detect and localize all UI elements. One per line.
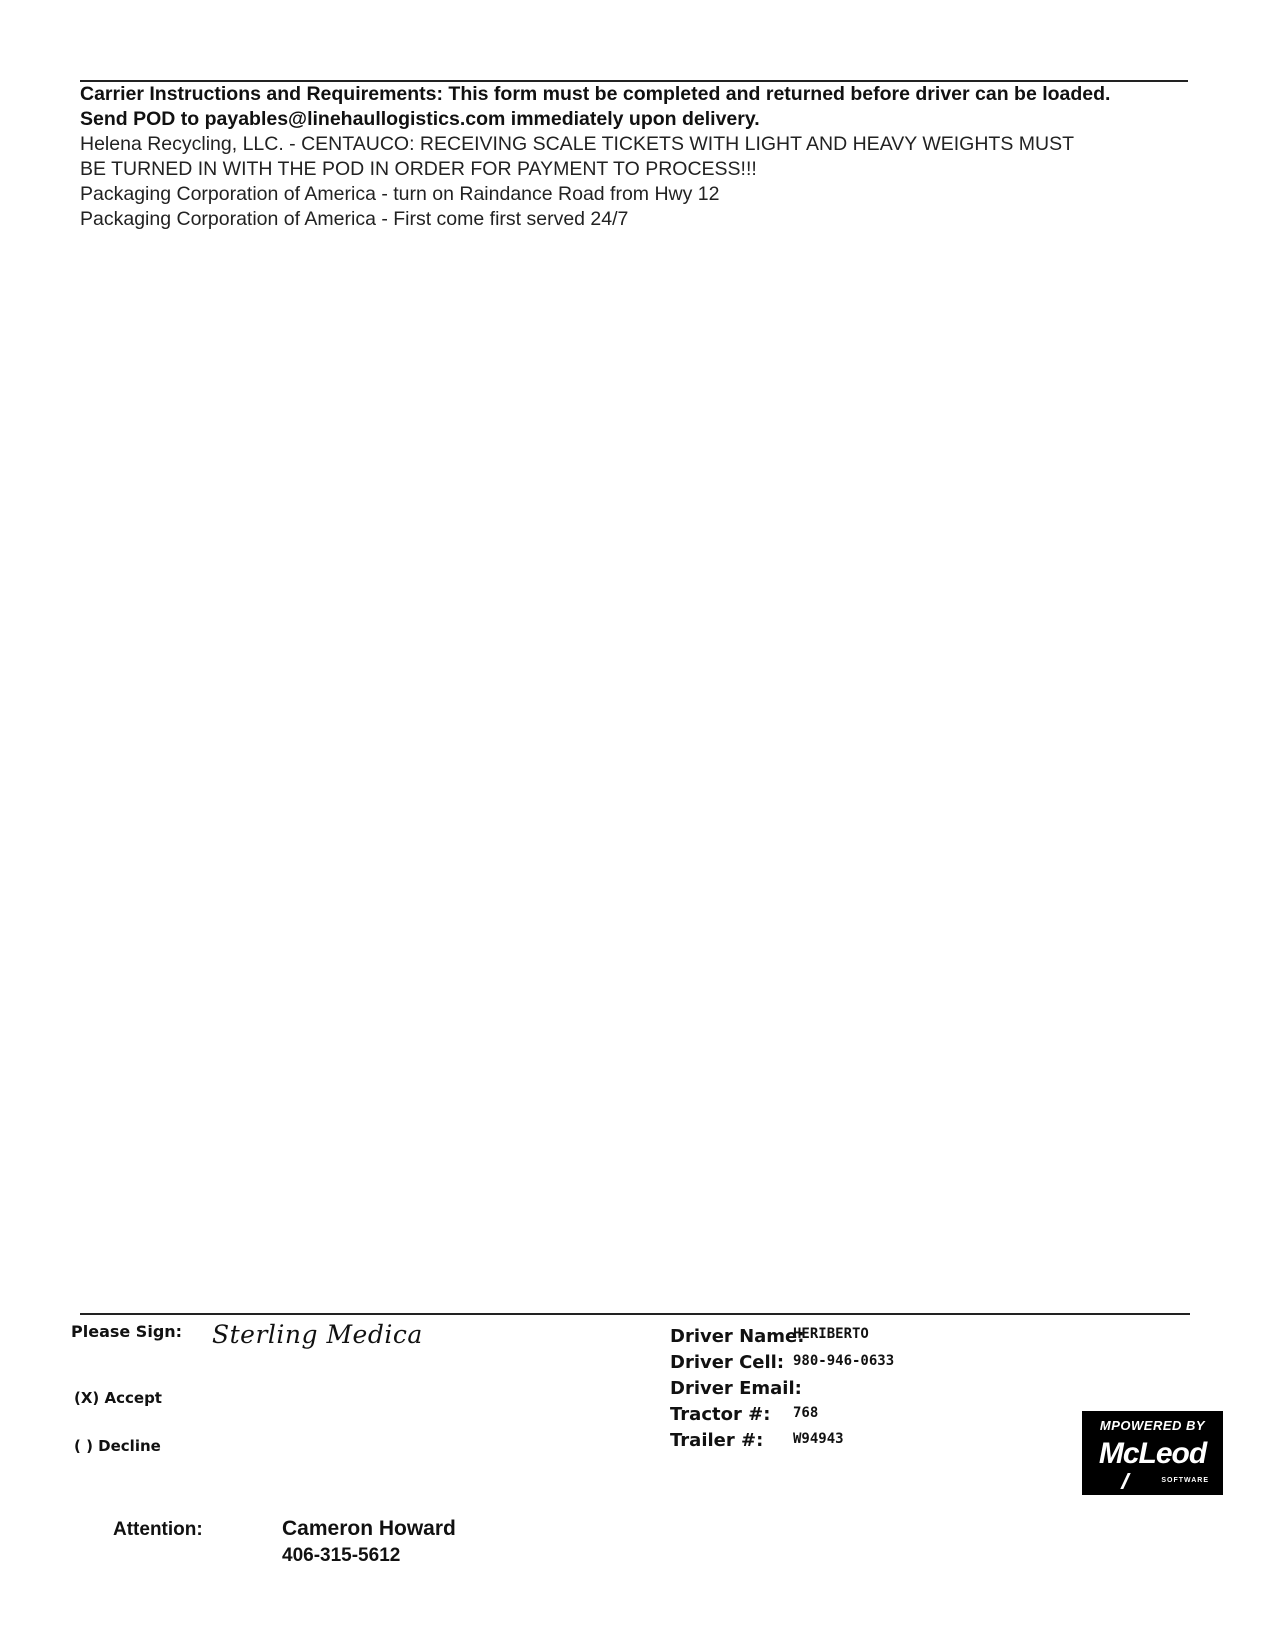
attention-phone: 406-315-5612: [282, 1545, 401, 1566]
tractor-value: 768: [793, 1405, 819, 1421]
bottom-divider: [80, 1313, 1190, 1315]
attention-name: Cameron Howard: [282, 1517, 456, 1540]
mcleod-logo: [1082, 1411, 1223, 1495]
carrier-instructions: [80, 82, 1190, 232]
accept-option: (X) Accept: [74, 1389, 162, 1407]
driver-name-label: Driver Name:: [670, 1326, 805, 1347]
instruction-line: Packaging Corporation of America - First come first served 24/7: [80, 208, 629, 230]
logo-top-text: MPOWERED BY: [1099, 1418, 1206, 1433]
driver-cell-label: Driver Cell:: [670, 1352, 785, 1373]
trailer-value: W94943: [793, 1431, 844, 1447]
attention-label: Attention:: [113, 1519, 203, 1540]
tractor-label: Tractor #:: [670, 1404, 771, 1425]
driver-name-value: HERIBERTO: [793, 1326, 869, 1342]
trailer-label: Trailer #:: [670, 1430, 764, 1451]
pod-instruction: Send POD to payables@linehaullogistics.com immediately upon delivery.: [80, 108, 760, 130]
instruction-line: Helena Recycling, LLC. - CENTAUCO: RECEIVING SCALE TICKETS WITH LIGHT AND HEAVY WEIGHTS MUST: [80, 133, 1074, 155]
driver-cell-value: 980-946-0633: [793, 1353, 895, 1369]
logo-brand-text: McLeod: [1098, 1437, 1207, 1470]
signature-value: Sterling Medica: [212, 1320, 423, 1349]
logo-sub-text: SOFTWARE: [1161, 1477, 1209, 1484]
instruction-line: Packaging Corporation of America - turn on Raindance Road from Hwy 12: [80, 183, 720, 205]
please-sign-label: Please Sign:: [71, 1322, 183, 1341]
instructions-heading: Carrier Instructions and Requirements: This form must be completed and returned before driver can be loaded.: [80, 83, 1111, 105]
logo-slash-icon: [1120, 1473, 1130, 1489]
decline-option: ( ) Decline: [74, 1437, 161, 1455]
instruction-line: BE TURNED IN WITH THE POD IN ORDER FOR PAYMENT TO PROCESS!!!: [80, 158, 757, 180]
driver-email-label: Driver Email:: [670, 1378, 802, 1399]
